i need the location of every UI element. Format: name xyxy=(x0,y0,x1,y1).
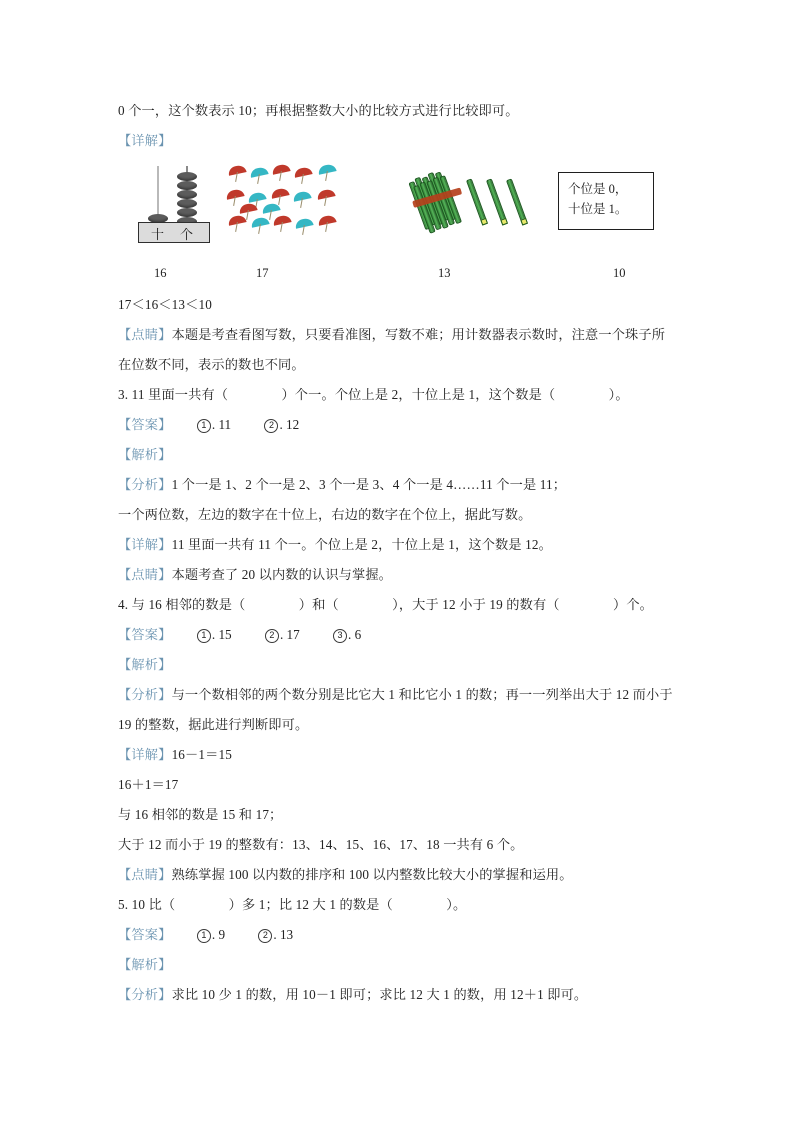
umbrella-icon xyxy=(239,204,258,221)
analysis-block xyxy=(118,530,678,560)
umbrella-icon xyxy=(294,168,313,185)
answer-item: 2 . 12 xyxy=(264,410,299,440)
answer-marker: 2 xyxy=(265,629,279,643)
block-tag: 【分析】 xyxy=(118,477,172,492)
umbrella-figure xyxy=(226,158,344,242)
analysis-tag-line xyxy=(118,650,678,680)
analysis-block xyxy=(118,800,678,830)
intro-line: 0 个一，这个数表示 10；再根据整数大小的比较方式进行比较即可。 xyxy=(118,103,519,118)
block-tag: 【点睛】 xyxy=(118,867,172,882)
digitbox-figure xyxy=(558,158,654,230)
answer-value: 6 xyxy=(354,627,362,642)
detail-tag-line xyxy=(118,126,678,156)
abacus-tens-label: 十 xyxy=(151,227,165,242)
figure-strip xyxy=(118,158,678,266)
analysis-block xyxy=(118,500,678,530)
figure-label-umbrella: 17 xyxy=(256,266,269,280)
abacus-bead-ones xyxy=(177,208,197,217)
question-5-answer-row xyxy=(118,920,678,950)
detail-tag: 【详解】 xyxy=(118,133,172,148)
answer-item: 1 . 15 xyxy=(197,620,232,650)
block-text: 16＋1＝17 xyxy=(118,777,179,792)
abacus-figure xyxy=(136,158,214,246)
umbrella-icon xyxy=(273,216,292,233)
abacus-ones-label: 个 xyxy=(180,227,194,242)
question-4-stem xyxy=(118,590,678,620)
block-text: 求比 10 少 1 的数，用 10－1 即可；求比 12 大 1 的数，用 12＋1 即可。 xyxy=(171,987,588,1002)
place-value-box xyxy=(558,172,654,230)
answer-item: 2 . 17 xyxy=(265,620,300,650)
q2-note-tag: 【点睛】 xyxy=(118,327,172,342)
question-4-number: 4. xyxy=(118,597,129,612)
answer-value: 13 xyxy=(279,927,294,942)
answer-marker: 2 xyxy=(264,419,278,433)
answer-marker: 2 xyxy=(258,929,272,943)
loose-stick xyxy=(466,178,488,225)
umbrella-icon xyxy=(317,190,336,207)
block-tag: 【分析】 xyxy=(118,687,172,702)
block-text: 与一个数相邻的两个数分别是比它大 1 和比它小 1 的数；再一一列举出大于 12 而小于 19 的整数，据此进行判断即可。 xyxy=(118,687,673,732)
block-text: 本题考查了 20 以内数的认识与掌握。 xyxy=(171,567,393,582)
block-text: 熟练掌握 100 以内数的排序和 100 以内整数比较大小的掌握和运用。 xyxy=(171,867,573,882)
figure-label-digitbox: 10 xyxy=(613,266,626,280)
sticks-figure xyxy=(416,158,536,242)
answer-marker: 1 xyxy=(197,629,211,643)
question-5-number: 5. xyxy=(118,897,129,912)
umbrella-icon xyxy=(250,168,269,185)
block-text: 11 里面一共有 11 个一。个位上是 2，十位上是 1，这个数是 12。 xyxy=(171,537,552,552)
block-text: 与 16 相邻的数是 15 和 17； xyxy=(118,807,283,822)
abacus-bead-ones xyxy=(177,190,197,199)
question-3-text: 11 里面一共有（ ）个一。个位上是 2，十位上是 1，这个数是（ ）。 xyxy=(131,387,629,402)
q2-note xyxy=(118,320,678,380)
question-5-stem xyxy=(118,890,678,920)
umbrella-icon xyxy=(272,165,291,182)
block-tag: 【分析】 xyxy=(118,987,172,1002)
abacus-drawing xyxy=(136,158,214,246)
analysis-block xyxy=(118,470,678,500)
answer-item: 3 . 6 xyxy=(333,620,361,650)
abacus-base xyxy=(138,222,210,243)
block-text: 1 个一是 1、2 个一是 2、3 个一是 3、4 个一是 4……11 个一是 11； xyxy=(171,477,567,492)
analysis-tag-line xyxy=(118,950,678,980)
analysis-block xyxy=(118,860,678,890)
loose-stick xyxy=(506,178,528,225)
question-3-answer-row xyxy=(118,410,678,440)
block-tag: 【点睛】 xyxy=(118,567,172,582)
umbrella-icon xyxy=(228,166,247,183)
question-4-text: 与 16 相邻的数是（ ）和（ ），大于 12 小于 19 的数有（ ）个。 xyxy=(131,597,654,612)
page-content xyxy=(118,96,678,1010)
answer-item: 2 . 13 xyxy=(258,920,293,950)
answer-item: 1 . 11 xyxy=(197,410,231,440)
umbrella-icon xyxy=(318,216,337,233)
stick-bundle-ten xyxy=(408,168,467,232)
q2-note-text: 本题是考查看图写数，只要看准图，写数不难；用计数器表示数时，注意一个珠子所在位数不同，表示的数也不同。 xyxy=(118,327,666,372)
answer-tag: 【答案】 xyxy=(118,927,172,942)
analysis-block xyxy=(118,830,678,860)
analysis-tag: 【解析】 xyxy=(118,957,172,972)
block-text: 一个两位数，左边的数字在十位上，右边的数字在个位上，据此写数。 xyxy=(118,507,532,522)
figure-labels xyxy=(118,266,678,290)
question-4-answer-row xyxy=(118,620,678,650)
umbrella-icon xyxy=(293,192,312,209)
question-3-stem xyxy=(118,380,678,410)
answer-value: 17 xyxy=(286,627,300,642)
answer-value: 12 xyxy=(286,417,300,432)
umbrella-icon xyxy=(318,165,337,182)
abacus-bead-ones xyxy=(177,199,197,208)
block-tag: 【详解】 xyxy=(118,747,172,762)
comparison-line: 17＜16＜13＜10 xyxy=(118,297,212,312)
analysis-block xyxy=(118,770,678,800)
answer-tag: 【答案】 xyxy=(118,417,172,432)
answer-value: 15 xyxy=(218,627,232,642)
block-text: 16－1＝15 xyxy=(171,747,232,762)
figure-label-abacus: 16 xyxy=(154,266,167,280)
digitbox-line-1: 个位是 0， xyxy=(568,182,628,196)
block-text: 大于 12 而小于 19 的整数有：13、14、15、16、17、18 一共有 6 个。 xyxy=(118,837,524,852)
analysis-block xyxy=(118,560,678,590)
answer-marker: 1 xyxy=(197,929,211,943)
block-tag: 【详解】 xyxy=(118,537,172,552)
answer-tag: 【答案】 xyxy=(118,627,172,642)
analysis-tag: 【解析】 xyxy=(118,447,172,462)
abacus-bead-ones xyxy=(177,172,197,181)
abacus-bead-ones xyxy=(177,181,197,190)
analysis-block xyxy=(118,740,678,770)
answer-value: 9 xyxy=(218,927,226,942)
analysis-tag: 【解析】 xyxy=(118,657,172,672)
question-5-text: 10 比（ ）多 1；比 12 大 1 的数是（ ）。 xyxy=(131,897,467,912)
analysis-block xyxy=(118,680,678,740)
loose-stick xyxy=(486,178,508,225)
analysis-tag-line xyxy=(118,440,678,470)
answer-marker: 3 xyxy=(333,629,347,643)
answer-item: 1 . 9 xyxy=(197,920,225,950)
figure-label-sticks: 13 xyxy=(438,266,451,280)
umbrella-icon xyxy=(295,219,314,236)
answer-value: 11 xyxy=(218,417,232,432)
stick-group xyxy=(416,170,536,242)
analysis-block xyxy=(118,980,678,1010)
digitbox-line-2: 十位是 1。 xyxy=(568,202,628,216)
answer-marker: 1 xyxy=(197,419,211,433)
umbrella-group xyxy=(226,164,344,242)
question-3-number: 3. xyxy=(118,387,129,402)
